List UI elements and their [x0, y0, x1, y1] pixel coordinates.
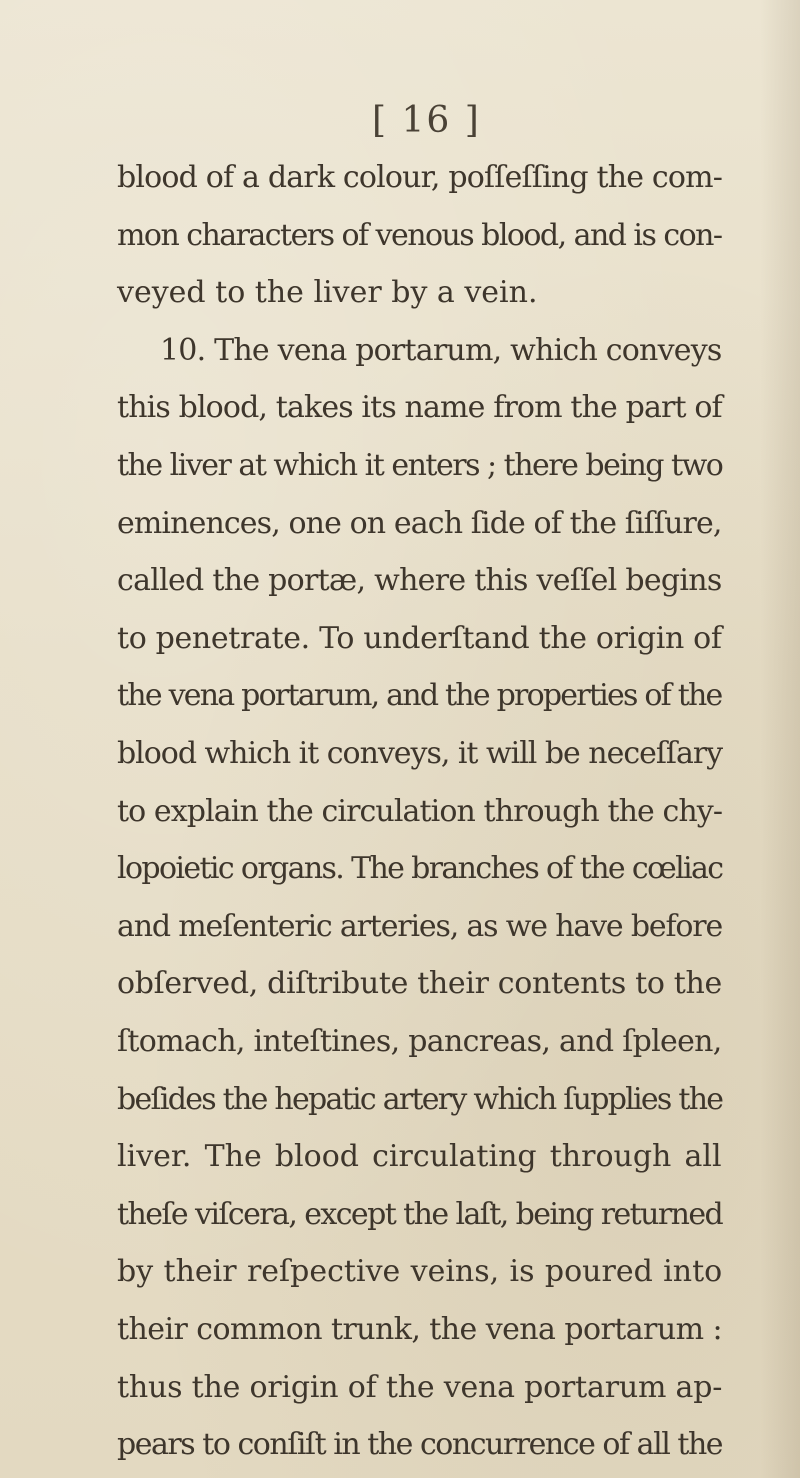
- text-line: called the portæ, where this veſſel begins: [117, 563, 722, 599]
- text-line: mon characters of venous blood, and is con-: [117, 217, 722, 253]
- text-line: the vena portarum, and the properties of the: [117, 678, 722, 714]
- text-line: pears to conſiſt in the concurrence of all the: [117, 1427, 723, 1463]
- text-line: this blood, takes its name from the part of: [117, 390, 722, 426]
- text-line: their common trunk, the vena portarum :: [117, 1312, 722, 1347]
- text-line: thus the origin of the vena portarum ap-: [117, 1369, 723, 1405]
- text-line: eminences, one on each ſide of the ſiſſure,: [117, 505, 722, 541]
- text-line: liver. The blood circulating through all: [117, 1139, 722, 1175]
- text-line: blood of a dark colour, poſſeſſing the com-: [117, 160, 723, 195]
- text-line: to explain the circulation through the chy-: [117, 793, 723, 829]
- text-line: 10. The vena portarum, which conveys: [160, 332, 722, 368]
- text-line: veyed to the liver by a vein.: [117, 275, 538, 311]
- text-line: blood which it conveys, it will be neceſſary: [117, 736, 723, 771]
- page-number: [ 16 ]: [372, 100, 481, 141]
- text-line: lopoietic organs. The branches of the cœliac: [117, 851, 723, 887]
- text-line: obſerved, diſtribute their contents to the: [117, 966, 722, 1002]
- text-line: the liver at which it enters ; there being two: [117, 448, 723, 483]
- text-line: to penetrate. To underſtand the origin of: [117, 620, 722, 656]
- text-line: beſides the hepatic artery which ſupplies the: [117, 1081, 723, 1117]
- text-line: ſtomach, inteſtines, pancreas, and ſpleen,: [117, 1024, 722, 1059]
- text-line: theſe viſcera, except the laſt, being returned: [117, 1196, 723, 1232]
- text-line: by their reſpective veins, is poured into: [117, 1254, 723, 1290]
- text-line: and meſenteric arteries, as we have before: [117, 908, 723, 944]
